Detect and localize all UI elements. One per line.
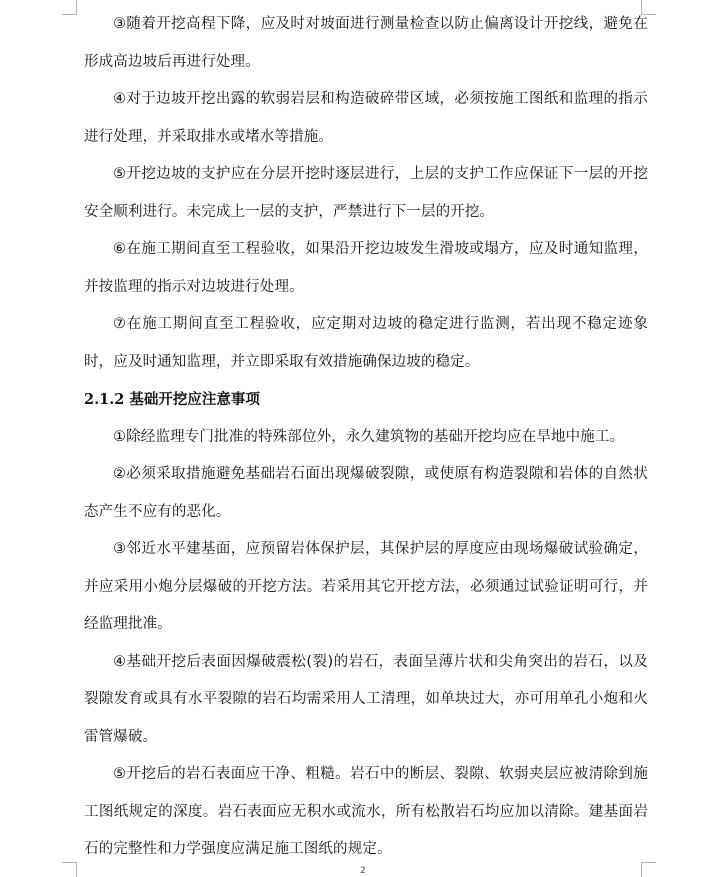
paragraph: ③邻近水平建基面，应预留岩体保护层，其保护层的厚度应由现场爆破试验确定，并应采用小炮分层爆破的开挖方法。若采用其它开挖方法，必须通过试验证明可行，并经监理批准。 <box>84 541 648 632</box>
paragraph: ④对于边坡开挖出露的软弱岩层和构造破碎带区域，必须按施工图纸和监理的指示进行处理，并采取排水或堵水等措施。 <box>84 91 648 145</box>
section-heading: 2.1.2 基础开挖应注意事项 <box>84 391 260 408</box>
paragraph: ①除经监理专门批准的特殊部位外，永久建筑物的基础开挖均应在旱地中施工。 <box>113 428 625 445</box>
paragraph: ③随着开挖高程下降，应及时对坡面进行测量检查以防止偏离设计开挖线，避免在形成高边坡后再进行处理。 <box>84 16 648 70</box>
margin-corner-mark <box>62 0 77 15</box>
paragraph: ⑤开挖边坡的支护应在分层开挖时逐层进行，上层的支护工作应保证下一层的开挖安全顺利进行。未完成上一层的支护，严禁进行下一层的开挖。 <box>84 166 648 220</box>
paragraph: ②必须采取措施避免基础岩石面出现爆破裂隙，或使原有构造裂隙和岩体的自然状态产生不应有的恶化。 <box>84 466 648 520</box>
paragraph: ⑤开挖后的岩石表面应干净、粗糙。岩石中的断层、裂隙、软弱夹层应被清除到施工图纸规定的深度。岩石表面应无积水或流水，所有松散岩石均应加以清除。建基面岩石的完整性和力学强度应满足施工图纸的规定。 <box>84 766 648 857</box>
paragraph: ⑥在施工期间直至工程验收，如果沿开挖边坡发生滑坡或塌方，应及时通知监理，并按监理的指示对边坡进行处理。 <box>84 241 648 295</box>
paragraph: ⑦在施工期间直至工程验收，应定期对边坡的稳定进行监测，若出现不稳定迹象时，应及时通知监理，并立即采取有效措施确保边坡的稳定。 <box>84 316 648 370</box>
margin-corner-mark <box>62 862 77 877</box>
page-number: 2 <box>360 866 366 876</box>
document-body <box>84 6 648 869</box>
paragraph: ④基础开挖后表面因爆破震松(裂)的岩石，表面呈薄片状和尖角突出的岩石，以及裂隙发育或具有水平裂隙的岩石均需采用人工清理，如单块过大，亦可用单孔小炮和火雷管爆破。 <box>84 653 648 745</box>
